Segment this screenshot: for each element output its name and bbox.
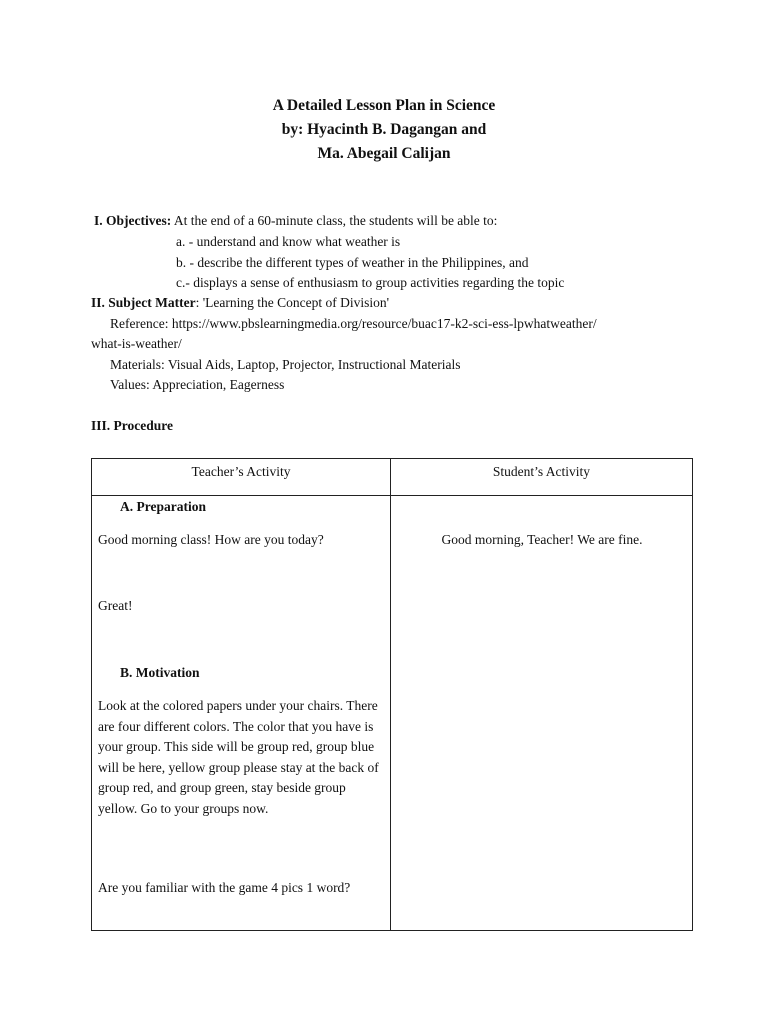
student-greeting: Good morning, Teacher! We are fine.	[441, 532, 643, 547]
objective-b: b. - describe the different types of weather in the Philippines, and	[176, 255, 529, 270]
objectives-intro: At the end of a 60-minute class, the students will be able to:	[171, 213, 498, 228]
teacher-activity-cell	[92, 496, 391, 931]
motivation-text: Look at the colored papers under your chairs. There are four different colors. The color that you have is your group. This side will be group red, group blue will be here, yellow group please stay at the back of group red, and group green, stay beside group yellow. Go to your groups now.	[98, 698, 379, 816]
header-teacher-activity: Teacher’s Activity	[92, 459, 391, 496]
reference-line-2: what-is-weather/	[91, 336, 182, 351]
teacher-great: Great!	[98, 598, 133, 613]
question-game: Are you familiar with the game 4 pics 1 word?	[98, 880, 351, 895]
subject-matter-heading: II. Subject Matter	[91, 295, 196, 310]
subject-matter-topic: : 'Learning the Concept of Division'	[195, 295, 390, 310]
subject-matter-line	[91, 293, 389, 314]
title-line-2: by: Hyacinth B. Dagangan and	[281, 121, 487, 138]
procedure-table	[91, 458, 693, 931]
procedure-heading: III. Procedure	[91, 418, 173, 433]
reference-line-1: Reference: https://www.pbslearningmedia.org/resource/buac17-k2-sci-ess-lpwhatweather/	[110, 316, 597, 331]
values-line: Values: Appreciation, Eagerness	[110, 377, 285, 392]
objective-c: c.- displays a sense of enthusiasm to group activities regarding the topic	[176, 275, 565, 290]
objectives-line	[94, 211, 497, 232]
motivation-label: B. Motivation	[120, 665, 200, 680]
student-activity-cell	[391, 496, 693, 931]
preparation-label: A. Preparation	[120, 499, 206, 514]
objectives-heading: I. Objectives:	[94, 213, 172, 228]
materials-line: Materials: Visual Aids, Laptop, Projector, Instructional Materials	[110, 357, 461, 372]
objective-a: a. - understand and know what weather is	[176, 234, 401, 249]
teacher-greeting: Good morning class! How are you today?	[98, 532, 324, 547]
document-title	[0, 94, 768, 166]
title-line-1: A Detailed Lesson Plan in Science	[272, 97, 496, 114]
table-header-row	[92, 459, 693, 496]
header-student-activity: Student’s Activity	[391, 459, 693, 496]
table-row	[92, 496, 693, 931]
title-line-3: Ma. Abegail Calijan	[317, 145, 451, 162]
